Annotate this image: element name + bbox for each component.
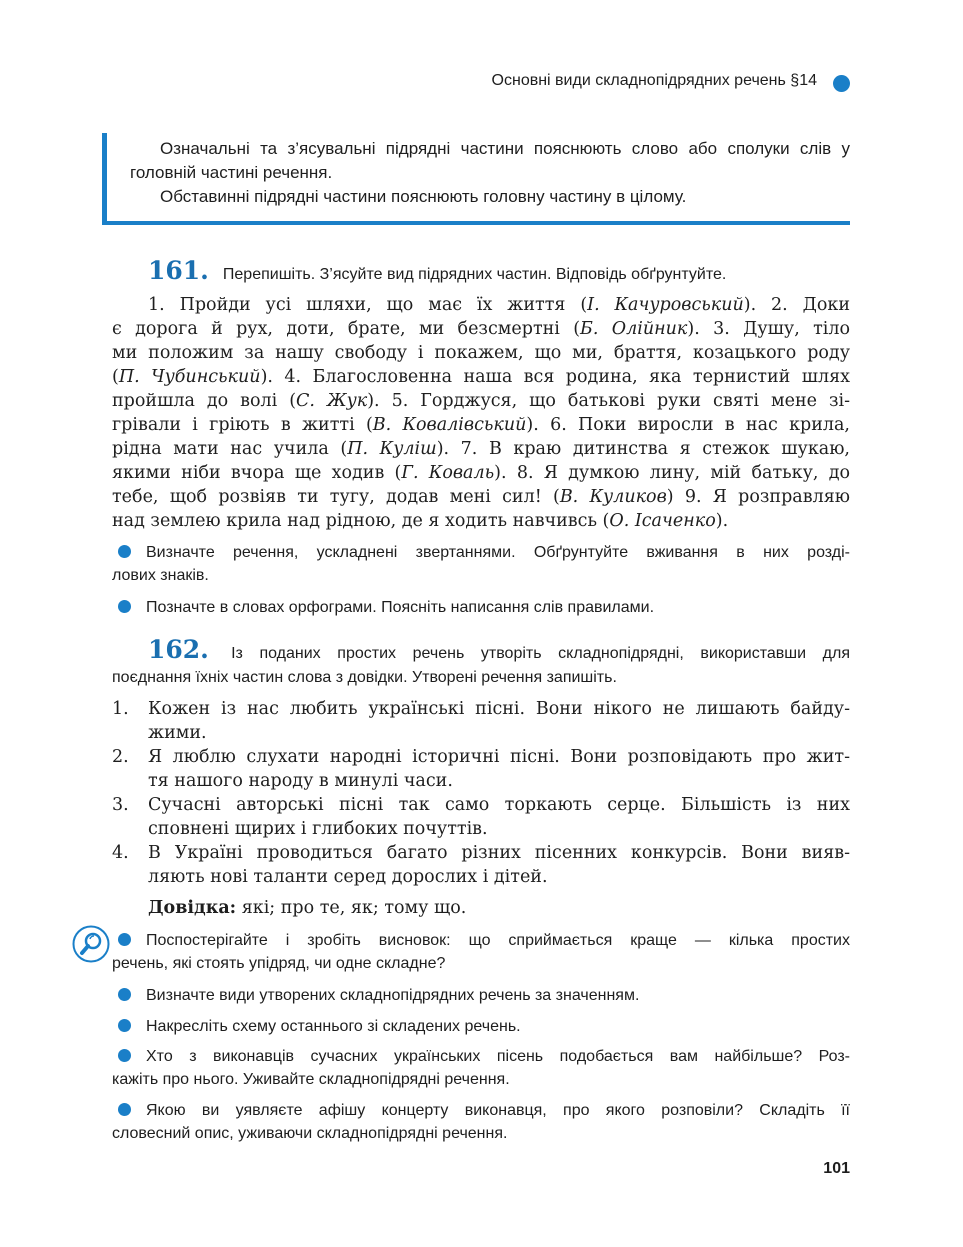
text-line: є дорога й рух, доти, брате, ми безсмертні (Б. Олійник). 3. Душу, тіло (112, 319, 851, 339)
question-161-1: Визначте речення, ускладнені звертаннями. Обґрунтуйте вживання в них розді- лових знаків. (112, 544, 850, 584)
question-162-5: Якою ви уявляєте афішу концерту виконавця, про якого розповіли? Складіть її словесний опис, уживаючи складнопідрядні речення. (112, 1102, 850, 1142)
exercise-task-cont: поєднання їхніх частин слова з довідки. Утворені речення запишіть. (112, 669, 617, 686)
text-line: ми положим за нашу свободу і покажем, що ми, браття, козацького роду (112, 343, 850, 363)
rule-bottom-bar (102, 221, 850, 225)
exercise-161-header (148, 256, 850, 285)
exercise-162-list (112, 697, 850, 889)
question-161-2: Позначте в словах орфограми. Поясніть написання слів правилами. (118, 596, 850, 619)
list-item: 4. В Україні проводиться багато різних пісенних конкурсів. Вони вияв- ляють нові таланти серед дорослих і дітей. (112, 843, 850, 887)
question-162-4: Хто з виконавців сучасних українських пісень подобається вам найбільше? Роз- кажіть про нього. Уживайте складнопідрядні речення. (112, 1048, 850, 1088)
text-line: над землею крила над рідною, де я ходить навчивсь (О. Ісаченко). (112, 511, 729, 531)
rule-left-bar (102, 133, 107, 225)
list-item: 2. Я люблю слухати народні історичні пісні. Вони розповідають про жит- тя нашого народу в минулі часи. (112, 747, 850, 791)
hint-label: Довідка: (148, 898, 237, 918)
question-162-2: Визначте види утворених складнопідрядних речень за значенням. (118, 984, 850, 1007)
text-line: 1. Пройди усі шляхи, що має їх життя (І. Качуровський). 2. Доки (148, 295, 850, 315)
question-162-1: Поспостерігайте і зробіть висновок: що сприймається краще — кілька простих речень, які стоять упідряд, чи одне складне? (112, 932, 850, 972)
text-line: грівали і гріють в житті (В. Ковалівський). 6. Поки виросли в нас крила, (112, 415, 850, 435)
bullet-icon (118, 988, 131, 1001)
rule-paragraph-2: Обставинні підрядні частини пояснюють головну частину в цілому. (160, 187, 687, 206)
hint (148, 898, 466, 918)
exercise-162-header (148, 637, 850, 667)
magnifier-icon (72, 925, 110, 963)
exercise-task: Із поданих простих речень утворіть складнопідрядні, використавши для (231, 645, 851, 662)
bullet-icon (118, 1019, 131, 1032)
page-number: 101 (823, 1160, 850, 1177)
rule-box (102, 133, 850, 225)
bullet-icon (118, 1103, 131, 1116)
text-line: пройшла до волі (С. Жук). 5. Горджуся, що батькові руки святі мене зі- (112, 391, 850, 411)
text-line: тебе, щоб розвіяв ти тугу, додав мені сил! (В. Куликов) 9. Я розправляю (112, 487, 850, 507)
exercise-number: 161. (148, 256, 209, 285)
bullet-icon (118, 933, 131, 946)
running-header: Основні види складнопідрядних речень §14 (491, 72, 817, 89)
exercise-number: 162. (148, 635, 209, 664)
text-line: рідна мати нас учила (П. Куліш). 7. В краю дитинства я стежок шукаю, (112, 439, 850, 459)
list-item: 3. Сучасні авторські пісні так само торкають серце. Більшість із них сповнені щирих і глибоких почуттів. (112, 795, 850, 839)
bullet-icon (118, 1049, 131, 1062)
list-item: 1. Кожен із нас любить українські пісні. Вони нікого не лишають байду- жими. (112, 699, 850, 743)
text-line: (П. Чубинський). 4. Благословенна наша вся родина, яка тернистий шлях (112, 367, 850, 387)
header-dot-icon (833, 75, 850, 92)
text-line: якими ніби вчора ще ходив (Г. Коваль). 8. Я думкою лину, мій батьку, до (112, 463, 851, 483)
rule-text (130, 137, 850, 209)
hint-text: які; про те, як; тому що. (236, 898, 467, 918)
bullet-icon (118, 545, 131, 558)
question-162-3: Накресліть схему останнього зі складених речень. (118, 1015, 850, 1038)
bullet-icon (118, 600, 131, 613)
rule-paragraph-1: Означальні та з’ясувальні підрядні частини пояснюють слово або сполуки слів у головній частині речення. (130, 139, 850, 182)
exercise-task: Перепишіть. З’ясуйте вид підрядних частин. Відповідь обґрунтуйте. (222, 266, 727, 283)
exercise-161-text (112, 293, 850, 533)
